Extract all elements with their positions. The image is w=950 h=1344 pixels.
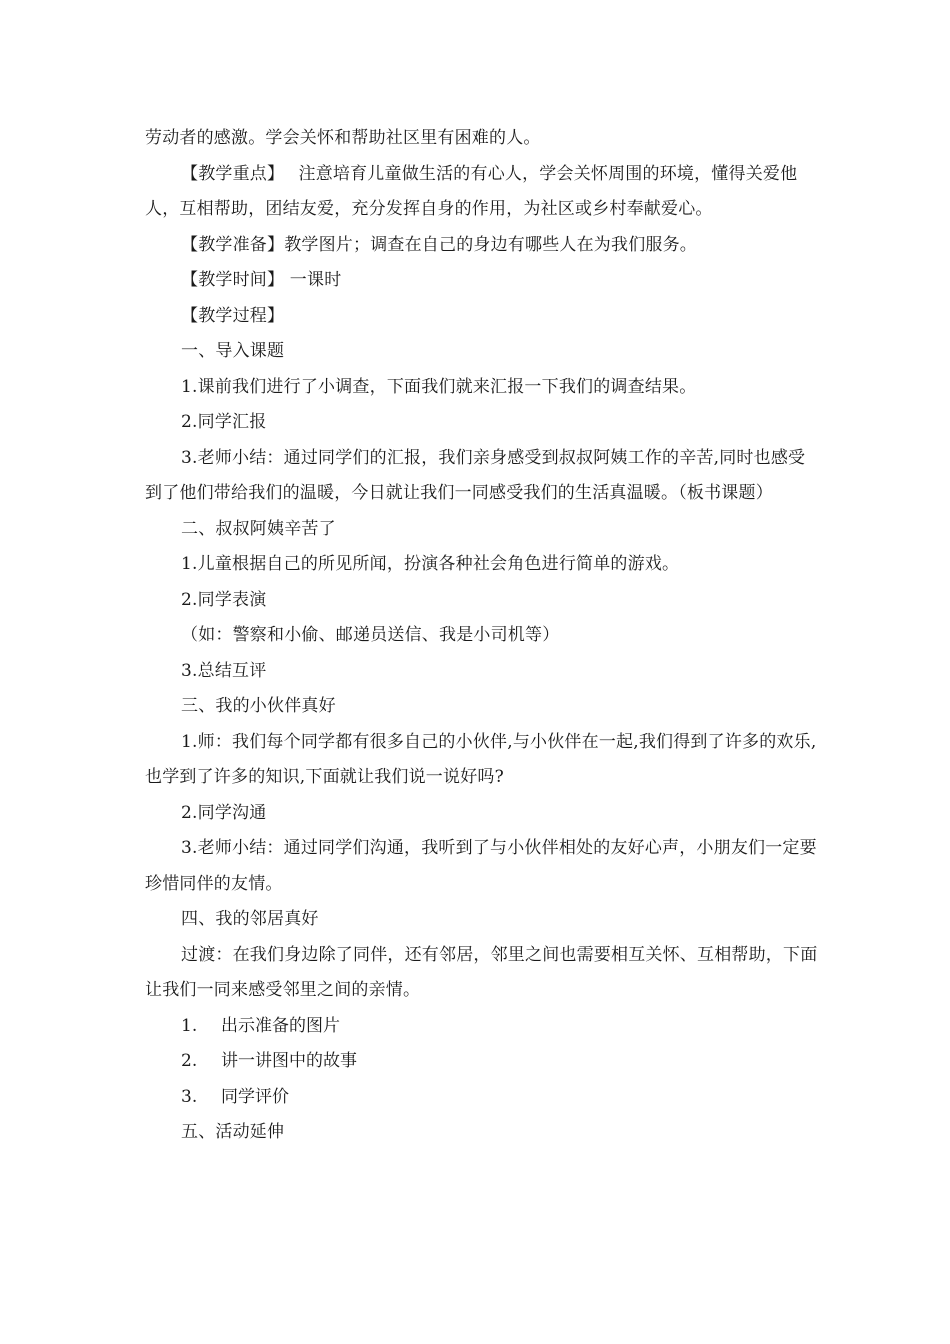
section-heading-2: 二、叔叔阿姨辛苦了 bbox=[181, 518, 336, 539]
paragraph: 劳动者的感激。学会关怀和帮助社区里有困难的人。 bbox=[145, 128, 541, 148]
teaching-process-heading: 【教学过程】 bbox=[181, 305, 285, 326]
list-item-text: 同学评价 bbox=[221, 1086, 289, 1107]
list-item-text: 讲一讲图中的故事 bbox=[221, 1051, 357, 1071]
list-item bbox=[145, 1080, 820, 1116]
list-item-number: 1. bbox=[181, 1015, 198, 1036]
list-item-number: 2. bbox=[181, 1051, 198, 1071]
teaching-time: 【教学时间】 一课时 bbox=[181, 270, 342, 290]
teaching-focus-paragraph: 【教学重点】 注意培育儿童做生活的有心人，学会关怀周围的环境，懂得关爱他人，互相帮助，团结友爱，充分发挥自身的作用，为社区或乡村奉献爱心。 bbox=[145, 163, 798, 219]
paragraph: 1.儿童根据自己的所见所闻，扮演各种社会角色进行简单的游戏。 bbox=[181, 554, 680, 574]
list-item-text: 出示准备的图片 bbox=[221, 1015, 340, 1036]
paragraph: （如：警察和小偷、邮递员送信、我是小司机等） bbox=[181, 625, 560, 645]
section-heading-5: 五、活动延伸 bbox=[181, 1122, 285, 1142]
paragraph: 2.同学汇报 bbox=[181, 412, 267, 432]
paragraph: 3.老师小结：通过同学们沟通，我听到了与小伙伴相处的友好心声，小朋友们一定要珍惜同伴的友情。 bbox=[145, 838, 817, 894]
list-item bbox=[145, 1044, 820, 1080]
paragraph: 2.同学沟通 bbox=[181, 802, 267, 823]
paragraph: 3.老师小结：通过同学们的汇报，我们亲身感受到叔叔阿姨工作的辛苦,同时也感受到了他们带给我们的温暖，今日就让我们一同感受我们的生活真温暖。（板书课题） bbox=[145, 447, 806, 503]
section-heading-4: 四、我的邻居真好 bbox=[181, 909, 319, 929]
section-heading-1: 一、导入课题 bbox=[181, 341, 285, 361]
section-heading-3: 三、我的小伙伴真好 bbox=[181, 696, 336, 716]
document-page bbox=[145, 121, 820, 1151]
paragraph: 1.师：我们每个同学都有很多自己的小伙伴,与小伙伴在一起,我们得到了许多的欢乐,也学到了许多的知识,下面就让我们说一说好吗? bbox=[145, 731, 817, 787]
paragraph: 2.同学表演 bbox=[181, 589, 267, 610]
paragraph: 1.课前我们进行了小调查，下面我们就来汇报一下我们的调查结果。 bbox=[181, 376, 697, 397]
list-item-number: 3. bbox=[181, 1086, 198, 1107]
teaching-preparation: 【教学准备】教学图片；调查在自己的身边有哪些人在为我们服务。 bbox=[181, 234, 697, 255]
list-item bbox=[145, 1009, 820, 1045]
paragraph: 3.总结互评 bbox=[181, 660, 267, 681]
paragraph: 过渡：在我们身边除了同伴，还有邻居，邻里之间也需要相互关怀、互相帮助，下面让我们一同来感受邻里之间的亲情。 bbox=[145, 944, 818, 1000]
